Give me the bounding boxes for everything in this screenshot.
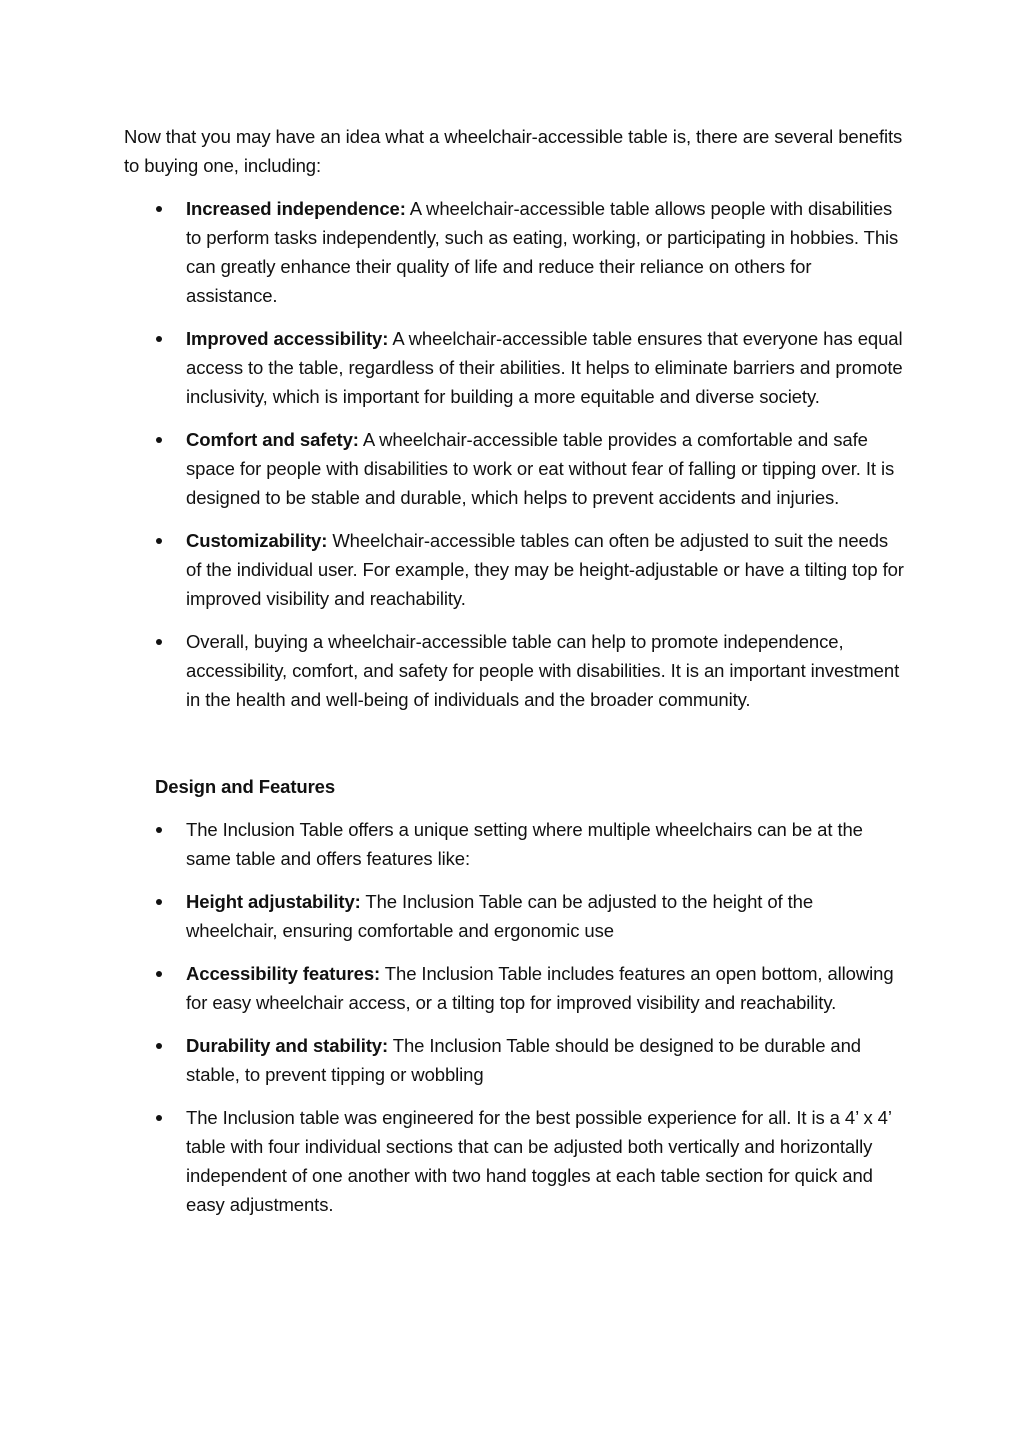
feature-text: The Inclusion Table should be designed to be durable and stable, to prevent tipping or wobbling (186, 1035, 861, 1085)
list-item-overall (124, 627, 905, 714)
list-item-height-adjustability (124, 887, 905, 945)
benefit-text: A wheelchair-accessible table allows people with disabilities to perform tasks independently, such as eating, working, or participating in hobbies. This can greatly enhance their quality of life and reduce their reliance on others for assistance. (186, 198, 899, 306)
benefit-text: A wheelchair-accessible table provides a comfortable and safe space for people with disabilities to work or eat without fear of falling or tipping over. It is designed to be stable and durable, which helps to prevent accidents and injuries. (186, 429, 895, 508)
bullet-icon (156, 1043, 162, 1049)
list-item-inclusion-table-intro (124, 815, 905, 873)
list-item-customizability (124, 526, 905, 613)
benefit-term: Customizability: (186, 530, 328, 551)
feature-term: Accessibility features: (186, 963, 381, 984)
feature-text: The Inclusion Table offers a unique setting where multiple wheelchairs can be at the same table and offers features like: (186, 819, 863, 869)
bullet-icon (156, 336, 162, 342)
bullet-icon (156, 899, 162, 905)
list-item-durability-and-stability (124, 1031, 905, 1089)
list-item-engineering-details (124, 1103, 905, 1219)
feature-term: Durability and stability: (186, 1035, 389, 1056)
feature-text: The Inclusion Table can be adjusted to the height of the wheelchair, ensuring comfortable and ergonomic use (186, 891, 814, 941)
intro-paragraph: Now that you may have an idea what a wheelchair-accessible table is, there are several benefits to buying one, including: (124, 126, 903, 176)
bullet-icon (156, 538, 162, 544)
bullet-icon (156, 971, 162, 977)
list-item-improved-accessibility (124, 324, 905, 411)
benefit-term: Increased independence: (186, 198, 406, 219)
bullet-icon (156, 437, 162, 443)
benefit-text: A wheelchair-accessible table ensures that everyone has equal access to the table, regardless of their abilities. It helps to eliminate barriers and promote inclusivity, which is important for building a more equitable and diverse society. (186, 328, 903, 407)
bullet-icon (156, 1115, 162, 1121)
list-item-increased-independence (124, 194, 905, 310)
bullet-icon (156, 639, 162, 645)
bullet-icon (156, 827, 162, 833)
design-features-list (124, 815, 905, 1219)
list-item-comfort-and-safety (124, 425, 905, 512)
benefits-list (124, 194, 905, 714)
feature-term: Height adjustability: (186, 891, 361, 912)
feature-text: The Inclusion table was engineered for the best possible experience for all. It is a 4’ x 4’ table with four individual sections that can be adjusted both vertically and horizontally independent of one another with two hand toggles at each table section for quick and easy adjustments. (186, 1107, 892, 1215)
benefit-term: Comfort and safety: (186, 429, 359, 450)
section-heading-design: Design and Features (155, 776, 336, 797)
feature-text: The Inclusion Table includes features an open bottom, allowing for easy wheelchair access, or a tilting top for improved visibility and reachability. (186, 963, 894, 1013)
bullet-icon (156, 206, 162, 212)
list-item-accessibility-features (124, 959, 905, 1017)
benefit-term: Improved accessibility: (186, 328, 389, 349)
benefit-text: Overall, buying a wheelchair-accessible table can help to promote independence, accessibility, comfort, and safety for people with disabilities. It is an important investment in the health and well-being of individuals and the broader community. (186, 631, 900, 710)
benefit-text: Wheelchair-accessible tables can often be adjusted to suit the needs of the individual user. For example, they may be height-adjustable or have a tilting top for improved visibility and reachability. (186, 530, 904, 609)
